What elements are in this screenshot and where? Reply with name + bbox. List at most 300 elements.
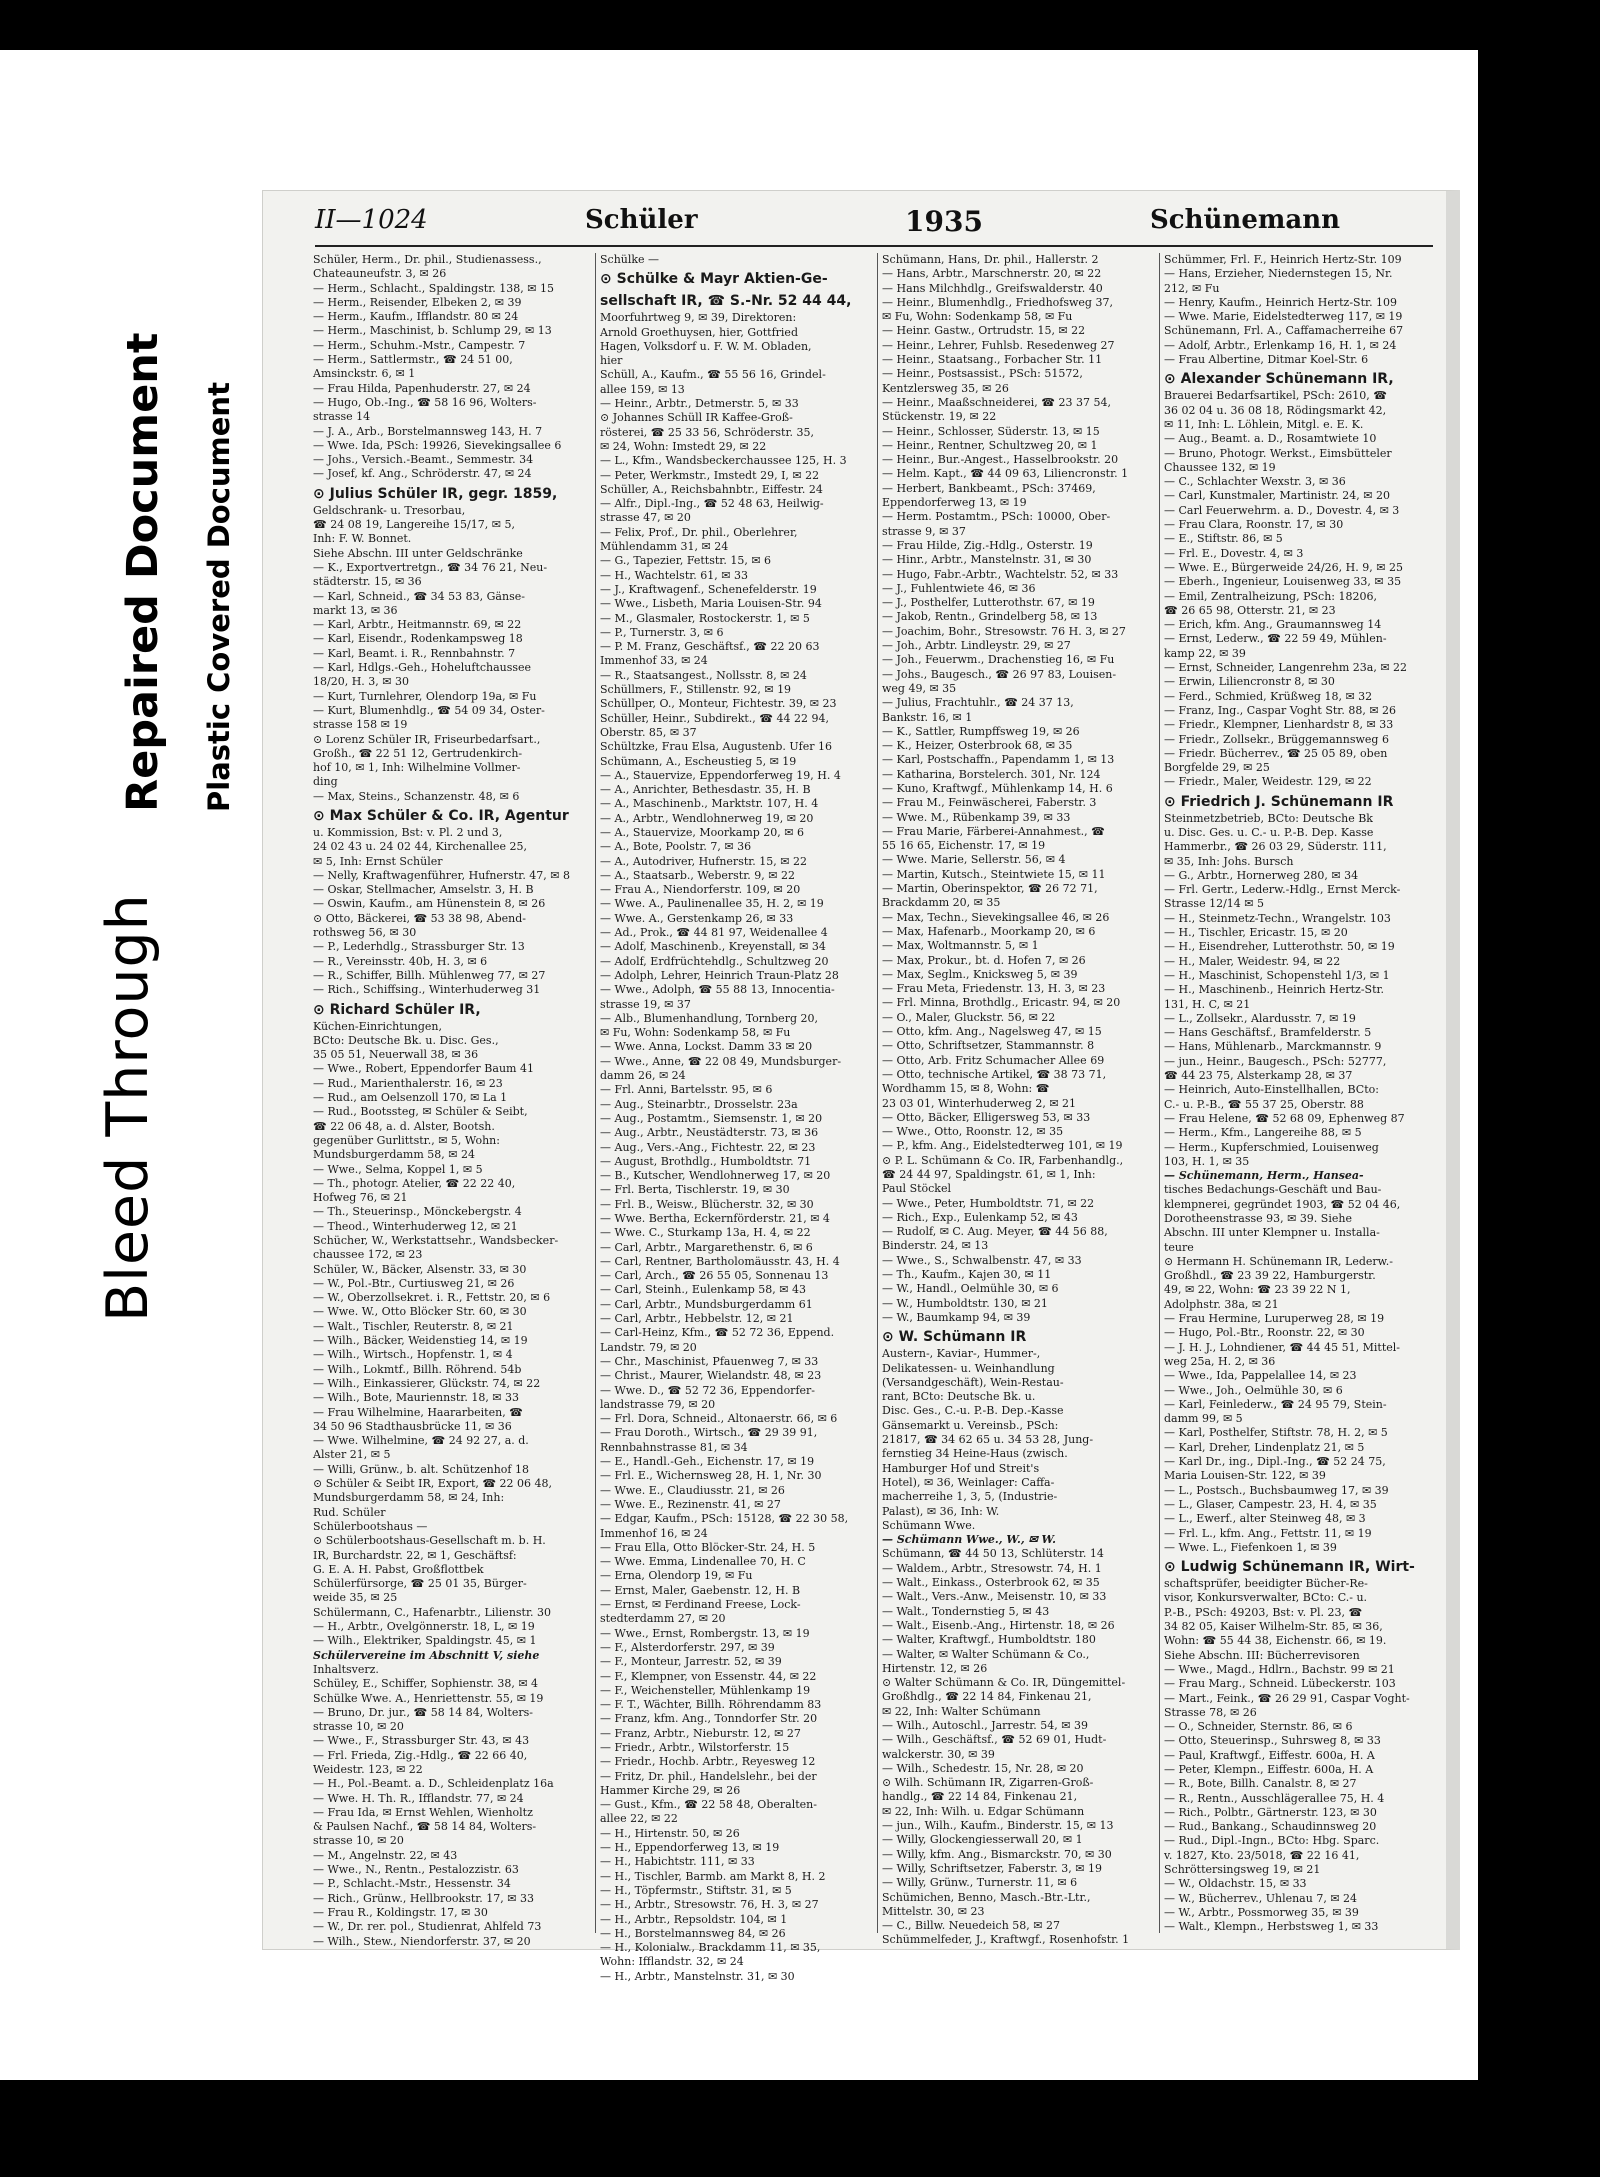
directory-entry: — Friedr., Arbtr., Wilstorferstr. 15 <box>600 1740 790 1754</box>
directory-entry: — Hugo, Fabr.-Arbtr., Wachtelstr. 52, ✉ 33 <box>882 567 1119 581</box>
directory-entry: — Aug., Vers.-Ang., Fichtestr. 22, ✉ 23 <box>600 1140 816 1154</box>
directory-entry: Immenhof 16, ✉ 24 <box>600 1526 708 1540</box>
directory-entry: visor, Konkursverwalter, BCto: C.- u. <box>1164 1591 1368 1605</box>
directory-entry: — Frau Ella, Otto Blöcker-Str. 24, H. 5 <box>600 1540 816 1554</box>
directory-entry: — H., Hirtenstr. 50, ✉ 26 <box>600 1826 740 1840</box>
directory-entry: — J. H. J., Lohndiener, ☎ 44 45 51, Mittel- <box>1164 1340 1401 1354</box>
directory-entry: 18/20, H. 3, ✉ 30 <box>313 675 409 689</box>
directory-entry: — Max, Steins., Schanzenstr. 48, ✉ 6 <box>313 789 520 803</box>
directory-entry: macherreihe 1, 3, 5, (Industrie- <box>882 1490 1058 1504</box>
directory-entry: damm 26, ✉ 24 <box>600 1069 686 1083</box>
directory-entry: — Wwe., N., Rentn., Pestalozzistr. 63 <box>313 1863 519 1877</box>
directory-entry: — W., Bücherrev., Uhlenau 7, ✉ 24 <box>1164 1891 1358 1905</box>
directory-entry: stedterdamm 27, ✉ 20 <box>600 1612 726 1626</box>
directory-entry: Weidestr. 123, ✉ 22 <box>313 1762 423 1776</box>
directory-entry: — Willy, Grünw., Turnerstr. 11, ✉ 6 <box>882 1876 1078 1890</box>
directory-entry: Hamburger Hof und Streit's <box>882 1461 1040 1475</box>
directory-entry: ding <box>313 775 338 789</box>
directory-column <box>877 253 1154 1947</box>
directory-entry: — Frau Hilda, Papenhuderstr. 27, ✉ 24 <box>313 381 531 395</box>
directory-entry: — Theod., Winterhuderweg 12, ✉ 21 <box>313 1219 518 1233</box>
directory-entry: — Carl Feuerwehrm. a. D., Dovestr. 4, ✉ 3 <box>1164 503 1400 517</box>
directory-entry: ☎ 44 23 75, Alsterkamp 28, ✉ 37 <box>1164 1069 1353 1083</box>
directory-entry: Schülermann, C., Hafenarbtr., Lilienstr. 30 <box>313 1605 552 1619</box>
directory-entry: — Gust., Kfm., ☎ 22 58 48, Oberalten- <box>600 1798 817 1812</box>
directory-entry: — Rudolf, ✉ C. Aug. Meyer, ☎ 44 56 88, <box>882 1225 1108 1239</box>
directory-entry: — Friedr., Maler, Weidestr. 129, ✉ 22 <box>1164 775 1372 789</box>
directory-entry: — W., Handl., Oelmühle 30, ✉ 6 <box>882 1282 1059 1296</box>
directory-entry: Immenhof 33, ✉ 24 <box>600 654 708 668</box>
directory-entry: — Rud., Dipl.-Ingn., BCto: Hbg. Sparc. <box>1164 1834 1380 1848</box>
directory-entry: — Herm., Sattlermstr., ☎ 24 51 00, <box>313 353 513 367</box>
directory-entry: — W., Baumkamp 94, ✉ 39 <box>882 1310 1031 1324</box>
directory-entry: — Wwe., Anne, ☎ 22 08 49, Mundsburger- <box>600 1054 842 1068</box>
directory-entry: — Max, Techn., Sievekingsallee 46, ✉ 26 <box>882 910 1110 924</box>
directory-entry: — F., Klempner, von Essenstr. 44, ✉ 22 <box>600 1669 817 1683</box>
directory-entry: G. E. A. H. Pabst, Großflottbek <box>313 1562 484 1576</box>
directory-entry: — Alb., Blumenhandlung, Tornberg 20, <box>600 1011 818 1025</box>
directory-entry: — Aug., Postamtm., Siemsenstr. 1, ✉ 20 <box>600 1111 823 1125</box>
directory-entry: — Frl. Dora, Schneid., Altonaerstr. 66, ✉ 6 <box>600 1412 838 1426</box>
directory-entry: 49, ✉ 22, Wohn: ☎ 23 39 22 N 1, <box>1164 1283 1351 1297</box>
directory-entry: markt 13, ✉ 36 <box>313 603 398 617</box>
directory-entry: — P., Schlacht.-Mstr., Hessenstr. 34 <box>313 1877 511 1891</box>
directory-entry: — Otto, Arb. Fritz Schumacher Allee 69 <box>882 1053 1105 1067</box>
directory-entry: — Martin, Kutsch., Steintwiete 15, ✉ 11 <box>882 867 1106 881</box>
directory-entry: 34 82 05, Kaiser Wilhelm-Str. 85, ✉ 36, <box>1164 1620 1383 1634</box>
directory-entry: Schüllper, O., Monteur, Fichtestr. 39, ✉ 23 <box>600 697 837 711</box>
directory-entry: chaussee 172, ✉ 23 <box>313 1248 423 1262</box>
directory-entry: — Aug., Arbtr., Neustädterstr. 73, ✉ 36 <box>600 1126 819 1140</box>
directory-entry: ✉ 22, Inh: Walter Schümann <box>882 1704 1041 1718</box>
directory-entry: Hammer Kirche 29, ✉ 26 <box>600 1783 741 1797</box>
directory-entry: — Max, Prokur., bt. d. Hofen 7, ✉ 26 <box>882 953 1086 967</box>
directory-entry: — R., Staatsangest., Nollsstr. 8, ✉ 24 <box>600 668 807 682</box>
directory-entry: Großh., ☎ 22 51 12, Gertrudenkirch- <box>313 746 523 760</box>
directory-entry: — Karl, Beamt. i. R., Rennbahnstr. 7 <box>313 646 516 660</box>
directory-entry: — Henry, Kaufm., Heinrich Hertz-Str. 109 <box>1164 295 1398 309</box>
directory-entry: — Wwe., Robert, Eppendorfer Baum 41 <box>313 1062 534 1076</box>
directory-entry: landstrasse 79, ✉ 20 <box>600 1397 716 1411</box>
directory-entry: Rennbahnstrasse 81, ✉ 34 <box>600 1440 748 1454</box>
directory-entry: — Rud., Bankang., Schaudinnsweg 20 <box>1164 1820 1377 1834</box>
directory-entry: — Rud., Marienthalerstr. 16, ✉ 23 <box>313 1076 503 1090</box>
directory-entry: Hagen, Volksdorf u. F. W. M. Obladen, <box>600 339 812 353</box>
directory-entry: — Carl, Rentner, Bartholomäusstr. 43, H. 4 <box>600 1254 840 1268</box>
directory-entry: ⊙ Otto, Bäckerei, ☎ 53 38 98, Abend- <box>313 911 526 925</box>
directory-entry: — Bruno, Photogr. Werkst., Eimsbütteler <box>1164 446 1392 460</box>
directory-entry: ⊙ Walter Schümann & Co. IR, Düngemittel- <box>882 1676 1126 1690</box>
directory-entry: Hammerbr., ☎ 26 03 29, Süderstr. 111, <box>1164 840 1387 854</box>
directory-entry: — Wwe., Selma, Koppel 1, ✉ 5 <box>313 1162 483 1176</box>
directory-entry: rösterei, ☎ 25 33 56, Schröderstr. 35, <box>600 425 814 439</box>
directory-entry: — H., Habichtstr. 111, ✉ 33 <box>600 1855 755 1869</box>
directory-entry: walckerstr. 30, ✉ 39 <box>882 1747 995 1761</box>
directory-entry: — H., Eppendorferweg 13, ✉ 19 <box>600 1841 780 1855</box>
directory-entry: — Hugo, Ob.-Ing., ☎ 58 16 96, Wolters- <box>313 395 537 409</box>
directory-entry: — Ernst, Maler, Gaebenstr. 12, H. B <box>600 1583 801 1597</box>
directory-entry: ⊙ Julius Schüler IR, gegr. 1859, <box>313 485 558 502</box>
directory-column <box>1159 253 1434 1933</box>
directory-entry: — Frau Helene, ☎ 52 68 09, Ephenweg 87 <box>1164 1111 1405 1125</box>
directory-entry: — Wwe. L., Fiefenkoen 1, ✉ 39 <box>1164 1540 1337 1554</box>
directory-entry: — Adolf, Maschinenb., Kreyenstall, ✉ 34 <box>600 940 826 954</box>
directory-entry: Schülerbootshaus — <box>313 1519 428 1533</box>
directory-entry: — Johs., Versich.-Beamt., Semmestr. 34 <box>313 453 534 467</box>
directory-entry: — Wwe., Otto, Roonstr. 12, ✉ 35 <box>882 1125 1064 1139</box>
directory-entry: — Mart., Feink., ☎ 26 29 91, Caspar Voght- <box>1164 1691 1410 1705</box>
directory-entry: ⊙ Alexander Schünemann IR, <box>1164 371 1394 388</box>
directory-entry: — Herm., Schlacht., Spaldingstr. 138, ✉ 15 <box>313 281 554 295</box>
directory-entry: — R., Rentn., Ausschlägerallee 75, H. 4 <box>1164 1791 1385 1805</box>
directory-entry: — Wilh., Bäcker, Weidenstieg 14, ✉ 19 <box>313 1334 528 1348</box>
directory-entry: — Frl. Minna, Brothdlg., Ericastr. 94, ✉ 20 <box>882 996 1121 1010</box>
directory-entry: — Frl. E., Dovestr. 4, ✉ 3 <box>1164 546 1304 560</box>
directory-entry: — Oswin, Kaufm., am Hünenstein 8, ✉ 26 <box>313 897 546 911</box>
directory-entry: Brauerei Bedarfsartikel, PSch: 2610, ☎ <box>1164 389 1387 403</box>
directory-entry: — Emil, Zentralheizung, PSch: 18206, <box>1164 589 1377 603</box>
directory-entry: — P., Turnerstr. 3, ✉ 6 <box>600 625 724 639</box>
directory-entry: — Heinr., Maaßschneiderei, ☎ 23 37 54, <box>882 395 1111 409</box>
directory-entry: tisches Bedachungs-Geschäft und Bau- <box>1164 1183 1382 1197</box>
directory-entry: Schülke Wwe. A., Henriettenstr. 55, ✉ 19 <box>313 1691 544 1705</box>
header-year: 1935 <box>905 205 983 238</box>
directory-entry: Schümmer, Frl. F., Heinrich Hertz-Str. 109 <box>1164 253 1402 266</box>
directory-entry: — Wwe., Ernst, Rombergstr. 13, ✉ 19 <box>600 1626 810 1640</box>
directory-entry: — H., Borstelmannsweg 84, ✉ 26 <box>600 1926 786 1940</box>
directory-entry: ✉ 22, Inh: Wilh. u. Edgar Schümann <box>882 1804 1085 1818</box>
directory-entry: — Walt., Tischler, Reuterstr. 8, ✉ 21 <box>313 1319 514 1333</box>
directory-entry: — Kurt, Blumenhdlg., ☎ 54 09 34, Oster- <box>313 703 545 717</box>
repaired-document-label: Repaired Document <box>118 332 168 812</box>
directory-entry: weg 25a, H. 2, ✉ 36 <box>1164 1354 1276 1368</box>
directory-entry: ✉ 35, Inh: Johs. Bursch <box>1164 854 1294 868</box>
directory-entry: ⊙ Lorenz Schüler IR, Friseurbedarfsart., <box>313 732 541 746</box>
directory-entry: — Aug., Beamt. a. D., Rosamtwiete 10 <box>1164 432 1377 446</box>
directory-entry: — Th., Steuerinsp., Mönckebergstr. 4 <box>313 1205 522 1219</box>
directory-entry: Palast), ✉ 36, Inh: W. <box>882 1504 1000 1518</box>
directory-column <box>313 253 585 1948</box>
directory-entry: — J. A., Arb., Borstelmannsweg 143, H. 7 <box>313 424 543 438</box>
directory-entry: Paul Stöckel <box>882 1182 951 1196</box>
directory-entry: — H., Arbtr., Stresowstr. 76, H. 3, ✉ 27 <box>600 1898 819 1912</box>
directory-entry: Arnold Groethuysen, hier, Gottfried <box>600 325 798 339</box>
directory-entry: — Willy, kfm. Ang., Bismarckstr. 70, ✉ 30 <box>882 1847 1112 1861</box>
directory-entry: — Karl, Posthelfer, Stiftstr. 78, H. 2, ✉ 5 <box>1164 1426 1388 1440</box>
directory-entry: — Frau Hilde, Zig.-Hdlg., Osterstr. 19 <box>882 538 1093 552</box>
directory-entry: — R., Schiffer, Billh. Mühlenweg 77, ✉ 27 <box>313 968 546 982</box>
directory-entry: — Karl, Arbtr., Heitmannstr. 69, ✉ 22 <box>313 618 522 632</box>
directory-entry: — Oskar, Stellmacher, Amselstr. 3, H. B <box>313 883 534 897</box>
directory-entry: Kentzlersweg 35, ✉ 26 <box>882 381 1009 395</box>
directory-entry: 55 16 65, Eichenstr. 17, ✉ 19 <box>882 839 1046 853</box>
directory-entry: Schümann, ☎ 44 50 13, Schlüterstr. 14 <box>882 1547 1104 1561</box>
directory-entry: — Wilh., Wirtsch., Hopfenstr. 1, ✉ 4 <box>313 1348 513 1362</box>
directory-entry: handlg., ☎ 22 14 84, Finkenau 21, <box>882 1790 1078 1804</box>
directory-entry: — A., Staatsarb., Weberstr. 9, ✉ 22 <box>600 868 795 882</box>
directory-entry: — K., Exportvertretgn., ☎ 34 76 21, Neu- <box>313 560 548 574</box>
directory-entry: — A., Anrichter, Bethesdastr. 35, H. B <box>600 783 811 797</box>
directory-entry: ✉ 5, Inh: Ernst Schüler <box>313 854 443 868</box>
directory-entry: Brackdamm 20, ✉ 35 <box>882 896 1001 910</box>
directory-entry: — Wwe. E., Rezinenstr. 41, ✉ 27 <box>600 1497 781 1511</box>
directory-entry: — Willy, Schriftsetzer, Faberstr. 3, ✉ 19 <box>882 1861 1102 1875</box>
directory-entry: — A., Stauervize, Eppendorferweg 19, H. 4 <box>600 768 841 782</box>
directory-entry: — Rich., Exp., Eulenkamp 52, ✉ 43 <box>882 1210 1078 1224</box>
directory-entry: — jun., Heinr., Baugesch., PSch: 52777, <box>1164 1054 1387 1068</box>
directory-entry: — Ernst, Lederw., ☎ 22 59 49, Mühlen- <box>1164 632 1387 646</box>
directory-entry: — Carl, Steinh., Eulenkamp 58, ✉ 43 <box>600 1283 807 1297</box>
directory-entry: ⊙ Schüler & Seibt IR, Export, ☎ 22 06 48, <box>313 1477 553 1491</box>
directory-entry: Oberstr. 85, ✉ 37 <box>600 725 697 739</box>
directory-entry: — Frl. E., Wichernsweg 28, H. 1, Nr. 30 <box>600 1469 822 1483</box>
directory-entry: — Wwe. A., Gerstenkamp 26, ✉ 33 <box>600 911 794 925</box>
directory-entry: Siehe Abschn. III unter Geldschränke <box>313 546 523 560</box>
directory-entry: strasse 10, ✉ 20 <box>313 1720 404 1734</box>
directory-entry: — Herm., Kupferschmied, Louisenweg <box>1164 1140 1379 1154</box>
directory-entry: Schüley, E., Schiffer, Sophienstr. 38, ✉ 4 <box>313 1677 539 1691</box>
directory-entry: Schültzke, Frau Elsa, Augustenb. Ufer 16 <box>600 740 832 754</box>
directory-entry: — W., Humboldtstr. 130, ✉ 21 <box>882 1296 1048 1310</box>
directory-entry: — H., Arbtr., Manstelnstr. 31, ✉ 30 <box>600 1969 795 1983</box>
directory-entry: u. Kommission, Bst: v. Pl. 2 und 3, <box>313 825 503 839</box>
directory-entry: — G., Tapezier, Fettstr. 15, ✉ 6 <box>600 554 772 568</box>
directory-entry: — Th., Kaufm., Kajen 30, ✉ 11 <box>882 1268 1052 1282</box>
directory-entry: — Walt., Einkass., Osterbrook 62, ✉ 35 <box>882 1576 1100 1590</box>
directory-entry: — A., Arbtr., Wendlohnerweg 19, ✉ 20 <box>600 811 814 825</box>
directory-entry: — August, Brothdlg., Humboldtstr. 71 <box>600 1154 812 1168</box>
directory-entry: Moorfuhrtweg 9, ✉ 39, Direktoren: <box>600 311 797 325</box>
directory-entry: ⊙ W. Schümann IR <box>882 1329 1027 1346</box>
directory-entry: — L., Kfm., Wandsbeckerchaussee 125, H. 3 <box>600 454 847 468</box>
directory-entry: — Wwe. C., Sturkamp 13a, H. 4, ✉ 22 <box>600 1226 811 1240</box>
directory-entry: — H., Maschinenb., Heinrich Hertz-Str. <box>1164 983 1385 997</box>
directory-entry: — A., Autodriver, Hufnerstr. 15, ✉ 22 <box>600 854 807 868</box>
directory-entry: — Wilh., Geschäftsf., ☎ 52 69 01, Hudt- <box>882 1733 1107 1747</box>
directory-entry: Küchen-Einrichtungen, <box>313 1019 442 1033</box>
directory-entry: — Wwe. D., ☎ 52 72 36, Eppendorfer- <box>600 1383 815 1397</box>
directory-entry: Großhdl., ☎ 23 39 22, Hamburgerstr. <box>1164 1269 1376 1283</box>
directory-entry: — Wwe. Wilhelmine, ☎ 24 92 27, a. d. <box>313 1434 529 1448</box>
directory-entry: — Wwe. Emma, Lindenallee 70, H. C <box>600 1555 806 1569</box>
directory-entry: — B., Kutscher, Wendlohnerweg 17, ✉ 20 <box>600 1169 831 1183</box>
directory-entry: — Alfr., Dipl.-Ing., ☎ 52 48 63, Heilwig- <box>600 497 824 511</box>
directory-entry: 103, H. 1, ✉ 35 <box>1164 1154 1250 1168</box>
directory-entry: — Walt., Eisenb.-Ang., Hirtenstr. 18, ✉ 26 <box>882 1618 1115 1632</box>
directory-entry: — Rich., Grünw., Hellbrookstr. 17, ✉ 33 <box>313 1891 535 1905</box>
directory-entry: — Wwe. Marie, Sellerstr. 56, ✉ 4 <box>882 853 1066 867</box>
directory-entry: ☎ 24 44 97, Spaldingstr. 61, ✉ 1, Inh: <box>882 1168 1096 1181</box>
directory-entry: — Carl, Arbtr., Hebbelstr. 12, ✉ 21 <box>600 1312 794 1326</box>
directory-entry: — K., Heizer, Osterbrook 68, ✉ 35 <box>882 739 1073 753</box>
directory-entry: — F., Monteur, Jarrestr. 52, ✉ 39 <box>600 1655 782 1669</box>
directory-entry: — Katharina, Borstelerch. 301, Nr. 124 <box>882 767 1101 781</box>
directory-entry: allee 22, ✉ 22 <box>600 1812 678 1826</box>
directory-entry: — Ad., Prok., ☎ 44 81 97, Weidenallee 4 <box>600 926 828 940</box>
directory-entry: rant, BCto: Deutsche Bk. u. <box>882 1390 1036 1404</box>
directory-entry: — Hans Milchhdlg., Greifswalderstr. 40 <box>882 281 1103 295</box>
directory-entry: — Wwe. W., Otto Blöcker Str. 60, ✉ 30 <box>313 1305 527 1319</box>
directory-entry: strasse 19, ✉ 37 <box>600 997 691 1011</box>
directory-entry: Schülervereine im Abschnitt V, siehe <box>313 1648 540 1662</box>
directory-entry: — Joachim, Bohr., Stresowstr. 76 H. 3, ✉ 27 <box>882 624 1126 638</box>
directory-entry: gegenüber Gurlittstr., ✉ 5, Wohn: <box>313 1133 500 1147</box>
directory-entry: — Frau Clara, Roonstr. 17, ✉ 30 <box>1164 518 1344 532</box>
directory-entry: — E., Stiftstr. 86, ✉ 5 <box>1164 532 1283 546</box>
directory-entry: — Erwin, Liliencronstr 8, ✉ 30 <box>1164 675 1335 689</box>
directory-entry: — Helm. Kapt., ☎ 44 09 63, Liliencronstr. 1 <box>882 467 1129 481</box>
directory-entry: — L., Zollsekr., Alardusstr. 7, ✉ 19 <box>1164 1011 1356 1025</box>
directory-entry: ☎ 24 08 19, Langereihe 15/17, ✉ 5, <box>313 518 515 532</box>
directory-entry: — Willi, Grünw., b. alt. Schützenhof 18 <box>313 1462 529 1476</box>
directory-entry: Strasse 78, ✉ 26 <box>1164 1705 1257 1719</box>
directory-entry: — Aug., Steinarbtr., Drosselstr. 23a <box>600 1097 798 1111</box>
directory-entry: — Martin, Oberinspektor, ☎ 26 72 71, <box>882 882 1098 896</box>
directory-entry: hof 10, ✉ 1, Inh: Wilhelmine Vollmer- <box>313 761 521 775</box>
directory-entry: — M., Angelnstr. 22, ✉ 43 <box>313 1848 458 1862</box>
directory-entry: — Wwe. Ida, PSch: 19926, Sievekingsallee 6 <box>313 438 562 452</box>
directory-entry: 21817, ☎ 34 62 65 u. 34 53 28, Jung- <box>882 1433 1094 1447</box>
directory-entry: Mundsburgerdamm 58, ✉ 24, Inh: <box>313 1491 505 1505</box>
directory-entry: — M., Glasmaler, Rostockerstr. 1, ✉ 5 <box>600 611 810 625</box>
directory-entry: Abschn. III unter Klempner u. Installa- <box>1164 1226 1380 1240</box>
directory-entry: fernstieg 34 Heine-Haus (zwisch. <box>882 1447 1068 1461</box>
directory-entry: — Joh., Feuerwm., Drachenstieg 16, ✉ Fu <box>882 653 1115 667</box>
directory-entry: — Paul, Kraftwgf., Eiffestr. 600a, H. A <box>1164 1748 1375 1762</box>
directory-entry: rothsweg 56, ✉ 30 <box>313 926 417 940</box>
directory-entry: Schülerfürsorge, ☎ 25 01 35, Bürger- <box>313 1577 527 1591</box>
directory-entry: — K., Sattler, Rumpffsweg 19, ✉ 26 <box>882 724 1080 738</box>
directory-entry: Adolphstr. 38a, ✉ 21 <box>1164 1297 1279 1311</box>
directory-entry: 212, ✉ Fu <box>1164 281 1220 295</box>
directory-entry: & Paulsen Nachf., ☎ 58 14 84, Wolters- <box>313 1820 537 1834</box>
directory-entry: — H., Arbtr., Ovelgönnerstr. 18, L, ✉ 19 <box>313 1620 535 1634</box>
directory-entry: — Herm., Kaufm., Ifflandstr. 80 ✉ 24 <box>313 310 519 324</box>
directory-entry: ✉ Fu, Wohn: Sodenkamp 58, ✉ Fu <box>882 310 1073 324</box>
directory-entry: — Fritz, Dr. phil., Handelslehr., bei der <box>600 1769 817 1783</box>
directory-entry: Hotel), ✉ 36, Weinlager: Caffa- <box>882 1475 1055 1489</box>
directory-entry: — W., Dr. rer. pol., Studienrat, Ahlfeld 73 <box>313 1920 542 1934</box>
directory-entry: Mittelstr. 30, ✉ 23 <box>882 1904 985 1918</box>
directory-entry: — Frl. L., kfm. Ang., Fettstr. 11, ✉ 19 <box>1164 1526 1372 1540</box>
directory-entry: — Otto, Steuerinsp., Suhrsweg 8, ✉ 33 <box>1164 1734 1381 1748</box>
directory-entry: — Karl, Hdlgs.-Geh., Hoheluftchaussee <box>313 661 532 675</box>
directory-entry: — O., Maler, Gluckstr. 56, ✉ 22 <box>882 1010 1056 1024</box>
directory-entry: strasse 9, ✉ 37 <box>882 524 966 538</box>
directory-entry: — Walt., Klempn., Herbstsweg 1, ✉ 33 <box>1164 1920 1379 1934</box>
directory-entry: — W., Pol.-Btr., Curtiusweg 21, ✉ 26 <box>313 1276 515 1290</box>
directory-entry: — Ernst, Schneider, Langenrehm 23a, ✉ 22 <box>1164 661 1408 675</box>
directory-entry: ⊙ Schülke & Mayr Aktien-Ge- <box>600 271 828 288</box>
directory-entry: — Edgar, Kaufm., PSch: 15128, ☎ 22 30 58, <box>600 1512 849 1526</box>
directory-entry: Schümmelfeder, J., Kraftwgf., Rosenhofstr. 1 <box>882 1933 1130 1947</box>
directory-entry: ⊙ Schülerbootshaus-Gesellschaft m. b. H. <box>313 1534 546 1548</box>
directory-entry: ⊙ Hermann H. Schünemann IR, Lederw.- <box>1164 1254 1393 1268</box>
directory-entry: 36 02 04 u. 36 08 18, Rödingsmarkt 42, <box>1164 403 1387 417</box>
directory-entry: Schünemann, Frl. A., Caffamacherreihe 67 <box>1164 324 1404 338</box>
directory-entry: — Adolf, Arbtr., Erlenkamp 16, H. 1, ✉ 24 <box>1164 338 1397 352</box>
directory-entry: — H., Eisendreher, Lutterothstr. 50, ✉ 19 <box>1164 940 1395 954</box>
directory-entry: Schüller, A., Reichsbahnbtr., Eiffestr. 24 <box>600 482 823 496</box>
directory-entry: — Wilh., Stew., Niendorferstr. 37, ✉ 20 <box>313 1934 531 1948</box>
directory-entry: — A., Maschinenb., Marktstr. 107, H. 4 <box>600 797 819 811</box>
directory-entry: weg 49, ✉ 35 <box>882 681 957 695</box>
directory-entry: Schücher, W., Werkstattsehr., Wandsbecker- <box>313 1234 559 1247</box>
directory-entry: — Walt., Vers.-Anw., Meisenstr. 10, ✉ 33 <box>882 1590 1107 1604</box>
directory-entry: — Wilh., Autoschl., Jarrestr. 54, ✉ 39 <box>882 1718 1088 1732</box>
directory-entry: — Franz, kfm. Ang., Tonndorfer Str. 20 <box>600 1712 818 1726</box>
directory-entry: — Frau Ida, ✉ Ernst Wehlen, Wienholtz <box>313 1805 533 1819</box>
directory-entry: Schröttersingsweg 19, ✉ 21 <box>1164 1863 1321 1877</box>
directory-entry: damm 99, ✉ 5 <box>1164 1412 1243 1426</box>
directory-entry: — Frau Doroth., Wirtsch., ☎ 29 39 91, <box>600 1426 818 1440</box>
directory-entry: — F., Weichensteller, Mühlenkamp 19 <box>600 1683 811 1697</box>
directory-entry: — Frau A., Niendorferstr. 109, ✉ 20 <box>600 883 801 897</box>
directory-entry: — Wilh., Bote, Mauriennstr. 18, ✉ 33 <box>313 1391 520 1405</box>
directory-entry: Mühlendamm 31, ✉ 24 <box>600 540 729 554</box>
directory-entry: Bankstr. 16, ✉ 1 <box>882 710 973 724</box>
directory-entry: — A., Bote, Poolstr. 7, ✉ 36 <box>600 840 752 854</box>
page-number: II—1024 <box>315 205 428 235</box>
directory-entry: Schüler, W., Bäcker, Alsenstr. 33, ✉ 30 <box>313 1262 527 1276</box>
directory-entry: — Otto, Bäcker, Elligersweg 53, ✉ 33 <box>882 1110 1091 1124</box>
directory-entry: 23 03 01, Winterhuderweg 2, ✉ 21 <box>882 1096 1077 1110</box>
directory-entry: 131, H. C, ✉ 21 <box>1164 997 1251 1011</box>
directory-entry: — Heinr., Staatsang., Forbacher Str. 11 <box>882 353 1103 367</box>
directory-entry: ⊙ Richard Schüler IR, <box>313 1001 481 1018</box>
directory-entry: — Karl, Feinlederw., ☎ 24 95 79, Stein- <box>1164 1397 1387 1411</box>
directory-entry: — Walt., Tondernstieg 5, ✉ 43 <box>882 1604 1050 1618</box>
directory-entry: — Heinr., Blumenhdlg., Friedhofsweg 37, <box>882 295 1113 309</box>
directory-entry: — G., Arbtr., Hornerweg 280, ✉ 34 <box>1164 868 1359 882</box>
directory-entry: — Friedr., Klempner, Lienhardstr 8, ✉ 33 <box>1164 718 1394 732</box>
directory-entry: — Franz, Arbtr., Nieburstr. 12, ✉ 27 <box>600 1726 801 1740</box>
directory-entry: — J., Fuhlentwiete 46, ✉ 36 <box>882 581 1036 595</box>
scan-border-right <box>1478 0 1600 2177</box>
directory-entry: — Frl. Frieda, Zig.-Hdlg., ☎ 22 66 40, <box>313 1748 528 1762</box>
directory-entry: Schüllmers, F., Stillenstr. 92, ✉ 19 <box>600 683 792 697</box>
directory-entry: — Wilh., Elektriker, Spaldingstr. 45, ✉ 1 <box>313 1634 537 1648</box>
directory-entry: — Walter, ✉ Walter Schümann & Co., <box>882 1647 1090 1661</box>
directory-entry: — Johs., Baugesch., ☎ 26 97 83, Louisen- <box>882 667 1117 681</box>
directory-entry: — Jakob, Rentn., Grindelberg 58, ✉ 13 <box>882 610 1098 624</box>
directory-entry: — L., Postsch., Buchsbaumweg 17, ✉ 39 <box>1164 1483 1389 1497</box>
directory-entry: — Wwe. E., Bürgerweide 24/26, H. 9, ✉ 25 <box>1164 560 1403 574</box>
directory-entry: — Herm., Kfm., Langereihe 88, ✉ 5 <box>1164 1126 1362 1140</box>
directory-entry: — Heinr., Lehrer, Fuhlsb. Resedenweg 27 <box>882 338 1115 352</box>
directory-entry: Disc. Ges., C.-u. P.-B. Dep.-Kasse <box>882 1404 1064 1418</box>
directory-entry: ✉ 11, Inh: L. Löhlein, Mitgl. e. E. K. <box>1164 417 1364 431</box>
directory-entry: — Kuno, Kraftwgf., Mühlenkamp 14, H. 6 <box>882 781 1113 795</box>
document-page <box>262 190 1460 1983</box>
directory-entry: — C., Schlachter Wexstr. 3, ✉ 36 <box>1164 475 1346 489</box>
directory-entry: — Chr., Maschinist, Pfauenweg 7, ✉ 33 <box>600 1354 819 1368</box>
directory-entry: — Carl-Heinz, Kfm., ☎ 52 72 36, Eppend. <box>600 1326 835 1340</box>
directory-entry: — L., Glaser, Campestr. 23, H. 4, ✉ 35 <box>1164 1497 1377 1511</box>
directory-entry: — W., Oldachstr. 15, ✉ 33 <box>1164 1877 1307 1891</box>
directory-entry: — Peter, Werkmstr., Imstedt 29, I, ✉ 22 <box>600 468 820 482</box>
directory-entry: — Josef, kf. Ang., Schröderstr. 47, ✉ 24 <box>313 467 532 481</box>
directory-entry: — Willy, Glockengiesserwall 20, ✉ 1 <box>882 1833 1083 1847</box>
directory-entry: — Adolf, Erdfrüchtehdlg., Schultzweg 20 <box>600 954 829 968</box>
directory-entry: — Wwe., Joh., Oelmühle 30, ✉ 6 <box>1164 1383 1343 1397</box>
directory-entry: — Frau Wilhelmine, Haararbeiten, ☎ <box>313 1405 523 1419</box>
directory-entry: — Karl, Postschaffn., Papendamm 1, ✉ 13 <box>882 753 1115 767</box>
directory-entry: Austern-, Kaviar-, Hummer-, <box>882 1347 1041 1361</box>
directory-entry: — Hinr., Arbtr., Manstelnstr. 31, ✉ 30 <box>882 553 1092 567</box>
directory-entry: Inhaltsverz. <box>313 1662 379 1676</box>
directory-entry: — H., Tischler, Ericastr. 15, ✉ 20 <box>1164 926 1348 940</box>
